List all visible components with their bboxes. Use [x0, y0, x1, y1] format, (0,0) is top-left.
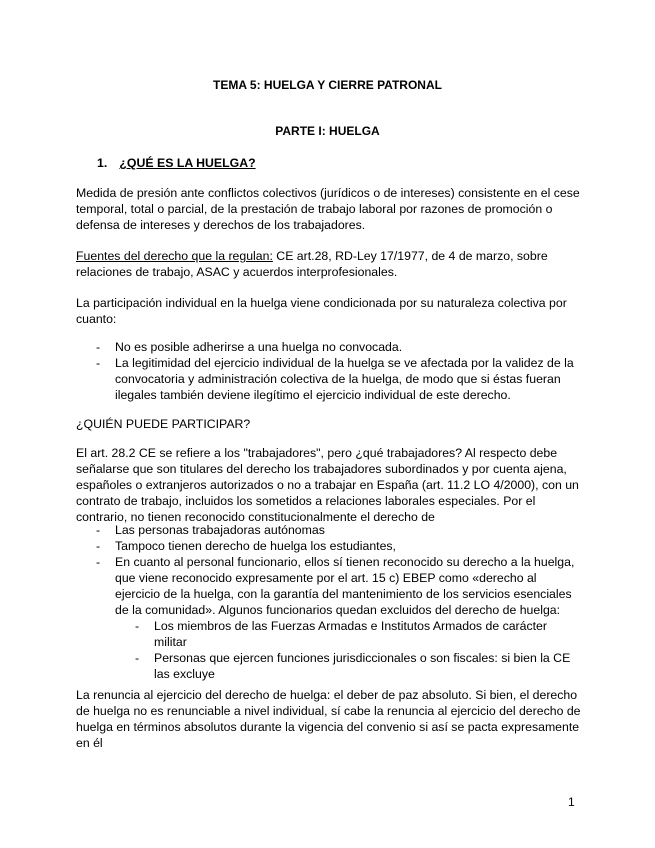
excluded-list — [76, 522, 582, 682]
dash-bullet: - — [96, 539, 101, 553]
sources-text: CE art.28, RD-Ley 17/1977, de 4 de marzo, sobre relaciones de trabajo, ASAC y acuerdos interprofesionales. — [76, 249, 548, 279]
participation-list — [76, 339, 582, 403]
renuncia-paragraph: La renuncia al ejercicio del derecho de huelga: el deber de paz absoluto. Si bien, el derecho de huelga no es renunciable a nivel individual, sí cabe la renuncia al ejercicio del derecho de huelga en términos absolutos durante la vigencia del convenio si así se pacta expresamente en él — [76, 688, 581, 750]
definition-paragraph: Medida de presión ante conflictos colectivos (jurídicos o de intereses) consistente en el cese temporal, total o parcial, de la prestación de trabajo laboral por razones de promoción o defensa de intereses y derechos de los trabajadores. — [76, 186, 580, 232]
list-item — [76, 522, 582, 538]
part-title: PARTE I: HUELGA — [275, 124, 380, 138]
list-item-text: La legitimidad del ejercicio individual de la huelga se ve afectada por la validez de la convocatoria y administración colectiva de la huelga, de modo que si éstas fueran ilegales también deviene ilegítimo el ejercicio individual de este derecho. — [115, 356, 574, 402]
list-item-text: Las personas trabajadoras autónomas — [115, 523, 325, 537]
list-item-text: Tampoco tienen derecho de huelga los estudiantes, — [115, 539, 396, 553]
dash-bullet: - — [135, 651, 140, 665]
dash-bullet: - — [135, 619, 140, 633]
sublist-item-text: Personas que ejercen funciones jurisdiccionales o son fiscales: si bien la CE las excluye — [154, 651, 571, 681]
list-item — [76, 339, 582, 355]
dash-bullet: - — [96, 523, 101, 537]
sublist-item — [115, 650, 582, 682]
list-item-text: En cuanto al personal funcionario, ellos sí tienen reconocido su derecho a la huelga, que viene reconocido expresamente por el art. 15 c) EBEP como «derecho al ejercicio de la huelga, con la garantía del mantenimiento de los servicios esenciales de la comunidad». Algunos funcionarios quedan excluidos del derecho de huelga: — [115, 555, 575, 617]
who-paragraph: El art. 28.2 CE se refiere a los "trabajadores", pero ¿qué trabajadores? Al respecto debe señalarse que son titulares del derecho los trabajadores subordinados y por cuenta ajena, españoles o extranjeros autorizados o no a trabajar en España (art. 11.2 LO 4/2000), con un contrato de trabajo, incluidos los sometidos a relaciones laborales especiales. Por el contrario, no tienen reconocido constitucionalmente el derecho de — [76, 446, 579, 524]
funcionarios-sublist — [115, 618, 582, 682]
list-item-text: No es posible adherirse a una huelga no convocada. — [115, 340, 403, 354]
list-item — [76, 554, 582, 682]
dash-bullet: - — [96, 340, 101, 354]
section-number: 1. — [97, 156, 108, 170]
section-heading-text: ¿QUÉ ES LA HUELGA? — [119, 156, 256, 170]
list-item — [76, 538, 582, 554]
list-item — [76, 355, 582, 403]
dash-bullet: - — [96, 555, 101, 569]
sources-paragraph — [76, 248, 582, 280]
section-heading — [97, 155, 256, 171]
participation-paragraph: La participación individual en la huelga viene condicionada por su naturaleza colectiva por cuanto: — [76, 296, 567, 326]
who-heading: ¿QUIÉN PUEDE PARTICIPAR? — [76, 417, 251, 431]
sublist-item — [115, 618, 582, 650]
sublist-item-text: Los miembros de las Fuerzas Armadas e Institutos Armados de carácter militar — [154, 619, 547, 649]
sources-label: Fuentes del derecho que la regulan: — [76, 249, 273, 263]
dash-bullet: - — [96, 356, 101, 370]
document-title: TEMA 5: HUELGA Y CIERRE PATRONAL — [213, 78, 442, 92]
page-number: 1 — [568, 795, 575, 809]
